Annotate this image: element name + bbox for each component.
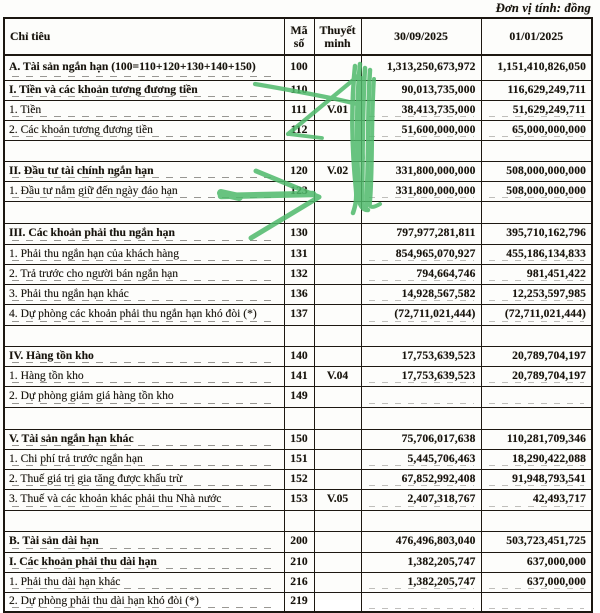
value-prior-cell xyxy=(481,510,592,531)
value-current-cell: 75,706,017,638 xyxy=(361,429,481,449)
code-cell: 141 xyxy=(284,366,314,386)
table-row xyxy=(4,80,592,100)
value-prior-cell xyxy=(481,325,592,346)
value-prior-cell: 981,451,422 xyxy=(481,264,592,284)
code-cell xyxy=(284,407,314,429)
value-current-cell xyxy=(361,386,481,407)
criteria-cell: V. Tài sản ngắn hạn khác xyxy=(4,429,284,449)
code-cell: 216 xyxy=(284,572,314,592)
criteria-cell xyxy=(4,510,284,531)
value-prior-cell: 116,629,249,711 xyxy=(481,80,592,100)
value-prior-cell xyxy=(481,407,592,429)
spacer-row xyxy=(4,140,592,161)
code-cell: 120 xyxy=(284,161,314,181)
note-cell xyxy=(314,552,361,572)
value-current-cell: 17,753,639,523 xyxy=(361,346,481,366)
table-row xyxy=(4,264,592,284)
value-prior-cell: 20,789,704,197 xyxy=(481,346,592,366)
table-row xyxy=(4,284,592,304)
value-current-cell xyxy=(361,592,481,612)
criteria-cell: B. Tài sản dài hạn xyxy=(4,531,284,552)
code-cell: 130 xyxy=(284,223,314,244)
value-current-cell: 1,382,205,747 xyxy=(361,572,481,592)
note-cell xyxy=(314,429,361,449)
value-prior-cell xyxy=(481,140,592,161)
criteria-cell xyxy=(4,407,284,429)
code-cell: 140 xyxy=(284,346,314,366)
value-current-cell: 38,413,735,000 xyxy=(361,100,481,120)
value-current-cell: 67,852,992,408 xyxy=(361,469,481,489)
criteria-cell: I. Tiền và các khoản tương đương tiền xyxy=(4,80,284,100)
criteria-cell: 2. Trả trước cho người bán ngắn hạn xyxy=(4,264,284,284)
criteria-cell: 1. Tiền xyxy=(4,100,284,120)
value-prior-cell: 18,290,422,088 xyxy=(481,449,592,469)
value-prior-cell: 12,253,597,985 xyxy=(481,284,592,304)
note-cell xyxy=(314,325,361,346)
table-row xyxy=(4,572,592,592)
note-cell xyxy=(314,531,361,552)
value-prior-cell: 637,000,000 xyxy=(481,552,592,572)
code-cell: 149 xyxy=(284,386,314,407)
table-row xyxy=(4,386,592,407)
note-cell: V.02 xyxy=(314,161,361,181)
note-cell xyxy=(314,284,361,304)
code-cell xyxy=(284,510,314,531)
balance-sheet-table xyxy=(3,17,593,613)
value-current-cell xyxy=(361,140,481,161)
criteria-cell: A. Tài sản ngắn hạn (100=110+120+130+140+150) xyxy=(4,55,284,80)
value-current-cell: 1,382,205,747 xyxy=(361,552,481,572)
value-current-cell: 17,753,639,523 xyxy=(361,366,481,386)
criteria-cell: I. Các khoản phải thu dài hạn xyxy=(4,552,284,572)
value-current-cell: 5,445,706,463 xyxy=(361,449,481,469)
spacer-row xyxy=(4,201,592,223)
criteria-cell: 2. Thuế giá trị gia tăng được khấu trừ xyxy=(4,469,284,489)
table-row xyxy=(4,531,592,552)
code-cell: 100 xyxy=(284,55,314,80)
table-row xyxy=(4,469,592,489)
table-row xyxy=(4,366,592,386)
value-current-cell: 794,664,746 xyxy=(361,264,481,284)
criteria-cell: 1. Chi phí trả trước ngắn hạn xyxy=(4,449,284,469)
criteria-cell: II. Đầu tư tài chính ngắn hạn xyxy=(4,161,284,181)
criteria-cell: 3. Phải thu ngắn hạn khác xyxy=(4,284,284,304)
value-current-cell xyxy=(361,325,481,346)
note-cell: V.05 xyxy=(314,489,361,510)
criteria-cell: III. Các khoản phải thu ngắn hạn xyxy=(4,223,284,244)
value-prior-cell: 110,281,709,346 xyxy=(481,429,592,449)
table-row xyxy=(4,223,592,244)
criteria-cell: 1. Đầu tư nắm giữ đến ngày đáo hạn xyxy=(4,181,284,201)
value-current-cell: 331,800,000,000 xyxy=(361,161,481,181)
value-current-cell: (72,711,021,444) xyxy=(361,304,481,325)
code-cell: 152 xyxy=(284,469,314,489)
code-cell: 132 xyxy=(284,264,314,284)
value-current-cell: 797,977,281,811 xyxy=(361,223,481,244)
code-cell: 111 xyxy=(284,100,314,120)
value-current-cell: 2,407,318,767 xyxy=(361,489,481,510)
code-cell xyxy=(284,201,314,223)
value-prior-cell: 508,000,000,000 xyxy=(481,181,592,201)
criteria-cell: 4. Dự phòng các khoản phải thu ngắn hạn khó đòi (*) xyxy=(4,304,284,325)
value-prior-cell: 395,710,162,796 xyxy=(481,223,592,244)
spacer-row xyxy=(4,510,592,531)
table-row xyxy=(4,304,592,325)
column-header-code: Mã số xyxy=(284,18,314,55)
value-current-cell xyxy=(361,510,481,531)
note-cell xyxy=(314,304,361,325)
table-body xyxy=(4,55,592,612)
criteria-cell: 1. Phải thu ngắn hạn của khách hàng xyxy=(4,244,284,264)
table-row xyxy=(4,429,592,449)
criteria-cell xyxy=(4,201,284,223)
note-cell xyxy=(314,140,361,161)
value-prior-cell xyxy=(481,386,592,407)
code-cell: 219 xyxy=(284,592,314,612)
value-prior-cell xyxy=(481,201,592,223)
code-cell: 151 xyxy=(284,449,314,469)
column-header-date-prior: 01/01/2025 xyxy=(481,18,592,55)
value-current-cell: 51,600,000,000 xyxy=(361,120,481,140)
criteria-cell: 1. Phải thu dài hạn khác xyxy=(4,572,284,592)
code-cell: 110 xyxy=(284,80,314,100)
value-prior-cell: (72,711,021,444) xyxy=(481,304,592,325)
note-cell: V.04 xyxy=(314,366,361,386)
code-cell xyxy=(284,140,314,161)
table-row xyxy=(4,552,592,572)
criteria-cell: 3. Thuế và các khoản khác phải thu Nhà nước xyxy=(4,489,284,510)
value-current-cell: 331,800,000,000 xyxy=(361,181,481,201)
value-prior-cell: 20,789,704,197 xyxy=(481,366,592,386)
unit-note: Đơn vị tính: đồng xyxy=(495,1,591,15)
code-cell: 131 xyxy=(284,244,314,264)
value-prior-cell xyxy=(481,592,592,612)
criteria-cell: 1. Hàng tồn kho xyxy=(4,366,284,386)
spacer-row xyxy=(4,407,592,429)
value-current-cell xyxy=(361,201,481,223)
table-row xyxy=(4,244,592,264)
header-row xyxy=(4,18,592,55)
value-current-cell: 90,013,735,000 xyxy=(361,80,481,100)
criteria-cell xyxy=(4,325,284,346)
note-cell xyxy=(314,407,361,429)
table-row xyxy=(4,592,592,612)
value-prior-cell: 91,948,793,541 xyxy=(481,469,592,489)
code-cell xyxy=(284,325,314,346)
criteria-cell: 2. Các khoản tương đương tiền xyxy=(4,120,284,140)
criteria-cell: IV. Hàng tồn kho xyxy=(4,346,284,366)
criteria-cell: 2. Dự phòng phải thu dài hạn khó đòi (*) xyxy=(4,592,284,612)
code-cell: 153 xyxy=(284,489,314,510)
value-prior-cell: 42,493,717 xyxy=(481,489,592,510)
value-current-cell: 854,965,070,927 xyxy=(361,244,481,264)
note-cell xyxy=(314,346,361,366)
table-row xyxy=(4,489,592,510)
note-cell xyxy=(314,55,361,80)
value-current-cell: 476,496,803,040 xyxy=(361,531,481,552)
note-cell xyxy=(314,181,361,201)
note-cell xyxy=(314,572,361,592)
note-cell xyxy=(314,386,361,407)
note-cell xyxy=(314,592,361,612)
note-cell xyxy=(314,449,361,469)
value-prior-cell: 637,000,000 xyxy=(481,572,592,592)
table-row xyxy=(4,100,592,120)
value-prior-cell: 51,629,249,711 xyxy=(481,100,592,120)
criteria-cell: 2. Dự phòng giảm giá hàng tồn kho xyxy=(4,386,284,407)
table-row xyxy=(4,120,592,140)
criteria-cell xyxy=(4,140,284,161)
code-cell: 137 xyxy=(284,304,314,325)
code-cell: 136 xyxy=(284,284,314,304)
value-current-cell xyxy=(361,407,481,429)
value-prior-cell: 503,723,451,725 xyxy=(481,531,592,552)
code-cell: 150 xyxy=(284,429,314,449)
value-prior-cell: 65,000,000,000 xyxy=(481,120,592,140)
table-row xyxy=(4,161,592,181)
note-cell xyxy=(314,120,361,140)
note-cell xyxy=(314,223,361,244)
table-row xyxy=(4,55,592,80)
note-cell: V.01 xyxy=(314,100,361,120)
table-row xyxy=(4,181,592,201)
table-row xyxy=(4,449,592,469)
value-current-cell: 14,928,567,582 xyxy=(361,284,481,304)
note-cell xyxy=(314,80,361,100)
table-row xyxy=(4,346,592,366)
column-header-date-current: 30/09/2025 xyxy=(361,18,481,55)
column-header-criteria: Chỉ tiêu xyxy=(4,18,284,55)
code-cell: 210 xyxy=(284,552,314,572)
note-cell xyxy=(314,510,361,531)
code-cell: 112 xyxy=(284,120,314,140)
note-cell xyxy=(314,201,361,223)
note-cell xyxy=(314,244,361,264)
value-current-cell: 1,313,250,673,972 xyxy=(361,55,481,80)
value-prior-cell: 508,000,000,000 xyxy=(481,161,592,181)
code-cell: 200 xyxy=(284,531,314,552)
column-header-notes: Thuyết minh xyxy=(314,18,361,55)
spacer-row xyxy=(4,325,592,346)
note-cell xyxy=(314,469,361,489)
code-cell: 123 xyxy=(284,181,314,201)
value-prior-cell: 1,151,410,826,050 xyxy=(481,55,592,80)
note-cell xyxy=(314,264,361,284)
value-prior-cell: 455,186,134,833 xyxy=(481,244,592,264)
